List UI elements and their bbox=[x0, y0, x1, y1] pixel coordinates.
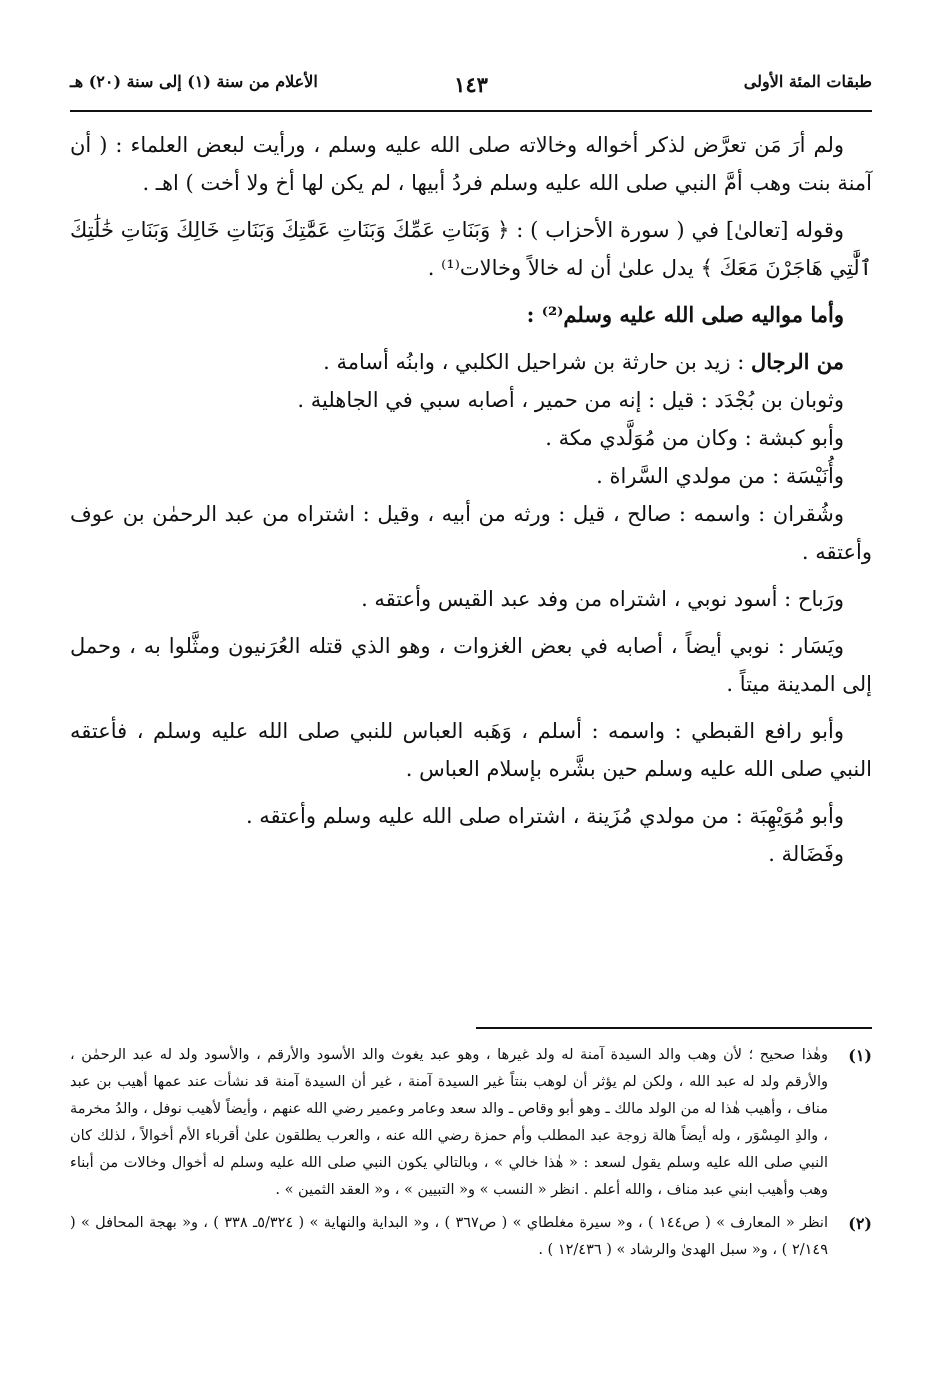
paragraph-unaysa: وأُنَيْسَة : من مولدي السَّراة . bbox=[596, 464, 844, 488]
paragraph-abu-muwayhiba: وأبو مُوَيْهِبَة : من مولدي مُزَينة ، اشتراه صلى الله عليه وسلم وأعتقه . bbox=[245, 804, 844, 828]
paragraph-men bbox=[70, 343, 872, 381]
range-title: الأعلام من سنة (١) إلى سنة (٢٠) هـ bbox=[70, 72, 318, 91]
footnote-number: (١) bbox=[848, 1046, 872, 1065]
paragraph-uncles: ولم أرَ مَن تعرَّض لذكر أخواله وخالاته صلى الله عليه وسلم ، ورأيت لبعض العلماء : ( أن آمنة بنت وهب أمَّ النبي صلى الله عليه وسلم فردُ أبيها ، لم يكن لها أخ ولا أخت ) اهـ . bbox=[70, 133, 872, 195]
paragraph-thawban: وثوبان بن بُجْدَد : قيل : إنه من حمير ، أصابه سبي في الجاهلية . bbox=[297, 388, 844, 412]
footnote-number: (٢) bbox=[848, 1214, 872, 1233]
paragraph-quran-verse: وقوله [تعالىٰ] في ( سورة الأحزاب ) : ﴿ وَبَنَاتِ عَمِّكَ وَبَنَاتِ عَمَّٰتِكَ وَبَنَاتِ خَالِكَ وَبَنَاتِ خَٰلَٰتِكَ ٱلَّٰتِي هَاجَرْنَ مَعَكَ ﴾ يدل علىٰ أن له خالاً وخالات⁽¹⁾ . bbox=[70, 218, 872, 280]
page-number: ١٤٣ bbox=[454, 72, 488, 97]
book-title: طبقات المئة الأولى bbox=[743, 72, 872, 91]
men-text: : زيد بن حارثة بن شراحيل الكلبي ، وابنُه أسامة . bbox=[323, 350, 751, 374]
paragraph-fadala: وفَضَالة . bbox=[768, 842, 844, 866]
paragraph-abu-rafi: وأبو رافع القبطي : واسمه : أسلم ، وَهَبه العباس للنبي صلى الله عليه وسلم ، فأعتقه النبي صلى الله عليه وسلم حين بشَّره بإسلام العباس . bbox=[70, 719, 872, 781]
paragraph-rabah: ورَباح : أسود نوبي ، اشتراه من وفد عبد القيس وأعتقه . bbox=[361, 587, 844, 611]
running-header bbox=[70, 72, 872, 106]
footnote-text: وهٰذا صحيح ؛ لأن وهب والد السيدة آمنة له ولد غيرها ، وهو عبد يغوث والد الأسود والأرقم ، والأسود ولد له عبد الرحمٰن ، والأرقم ولد له عبد الله ، ولكن لم يؤثر أن لوهب بنتاً غير السيدة آمنة ، غير أن السيدة آمنة قد نشأت عند عمها أهيب بن عبد مناف ، وأهيب هٰذا له من الولد مالك ـ وهو أبو وقاص ـ والد سعد وعامر وعمير رضي الله عنهم ، وأيضاً لأهيب نوفل ، والدُ مخرمة ، والدِ المِسْوَر ، وله أيضاً هالة زوجة عبد المطلب وأم حمزة رضي الله عنه ، والعرب يطلقون علىٰ أقرباء الأم أخوالاً ، لذلك كان النبي صلى الله عليه وسلم يقول لسعد : « هٰذا خالي » ، وبالتالي يكون النبي صلى الله عليه وسلم له أخوال وخالات من أبناء وهب وأهيب ابني عبد مناف ، والله أعلم . انظر « النسب » و« التبيين » ، و« العقد الثمين » . bbox=[70, 1047, 828, 1198]
paragraph-shuqran: وشُقران : واسمه : صالح ، قيل : ورثه من أبيه ، وقيل : اشتراه من عبد الرحمٰن بن عوف وأعتقه . bbox=[70, 502, 872, 564]
footnotes bbox=[70, 1042, 872, 1270]
footnote-2 bbox=[70, 1210, 872, 1264]
section-heading-mawali: وأما مواليه صلى الله عليه وسلم⁽²⁾ : bbox=[526, 302, 844, 327]
footnote-divider bbox=[476, 1027, 872, 1029]
men-label: من الرجال bbox=[750, 349, 844, 374]
footnote-text: انظر « المعارف » ( ص١٤٤ ) ، و« سيرة مغلطاي » ( ص٣٦٧ ) ، و« البداية والنهاية » ( ٥/٣٢٤ـ ٣٣٨ ) ، و« بهجة المحافل » ( ٢/١٤٩ ) ، و« سبل الهدىٰ والرشاد » ( ١٢/٤٣٦ ) . bbox=[70, 1215, 828, 1258]
header-divider bbox=[70, 110, 872, 112]
paragraph-yasar: ويَسَار : نوبي أيضاً ، أصابه في بعض الغزوات ، وهو الذي قتله العُرَنيون ومثَّلوا به ، وحمل إلى المدينة ميتاً . bbox=[70, 634, 872, 696]
main-text bbox=[70, 126, 872, 873]
footnote-1 bbox=[70, 1042, 872, 1204]
paragraph-abu-kabsha: وأبو كبشة : وكان من مُوَلَّدي مكة . bbox=[545, 426, 844, 450]
